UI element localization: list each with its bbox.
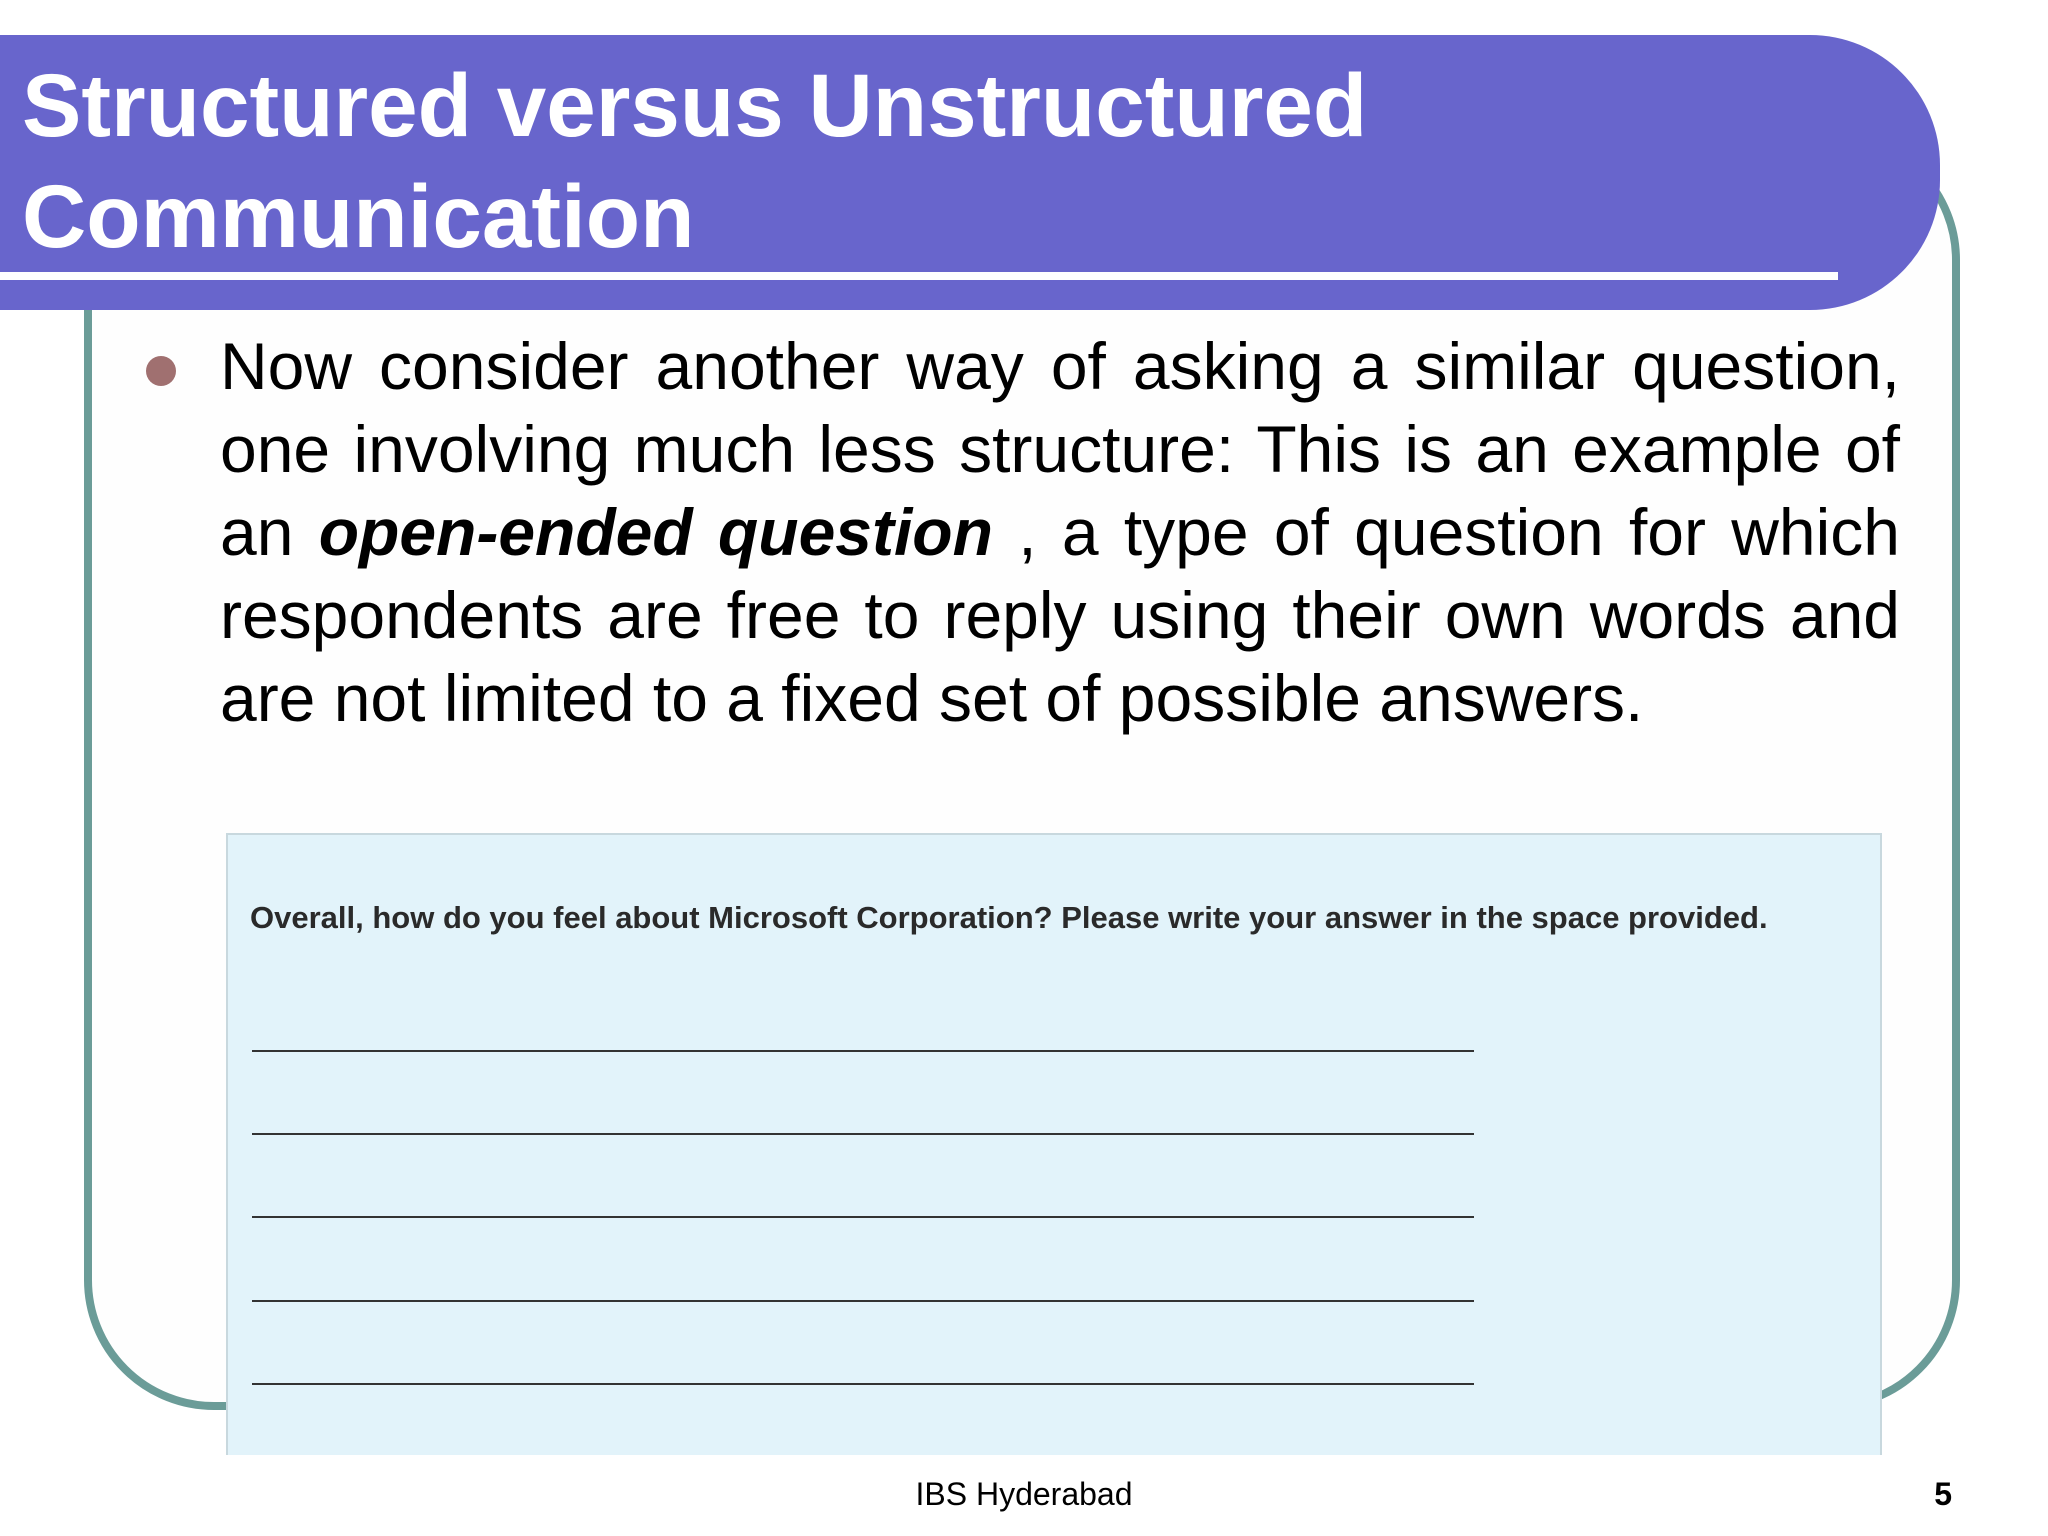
footer-text: IBS Hyderabad bbox=[915, 1476, 1133, 1512]
answer-line bbox=[252, 1133, 1474, 1135]
bullet-paragraph bbox=[220, 325, 1900, 740]
slide-title-line-2: Communication bbox=[22, 166, 695, 266]
bullet-term: open-ended question bbox=[318, 495, 993, 569]
answer-line bbox=[252, 1383, 1474, 1385]
page-number: 5 bbox=[1934, 1476, 1952, 1512]
survey-example-panel bbox=[226, 833, 1882, 1455]
bullet-text-rest: , a type of question for which respondents are free to reply using their own words and are not limited to a fixed set of possible answers. bbox=[220, 495, 1900, 735]
bullet-text-lead: Now consider another way of asking a similar question, one involving much less structure: This is an example of an bbox=[220, 329, 1900, 569]
answer-line bbox=[252, 1300, 1474, 1302]
survey-question: Overall, how do you feel about Microsoft Corporation? Please write your answer in the space provided. bbox=[250, 900, 1768, 935]
title-divider bbox=[0, 272, 1838, 280]
answer-line bbox=[252, 1050, 1474, 1052]
slide-title-line-1: Structured versus Unstructured bbox=[22, 55, 1368, 155]
bullet-dot-icon bbox=[146, 356, 176, 386]
slide-title bbox=[22, 50, 1822, 272]
answer-line bbox=[252, 1216, 1474, 1218]
